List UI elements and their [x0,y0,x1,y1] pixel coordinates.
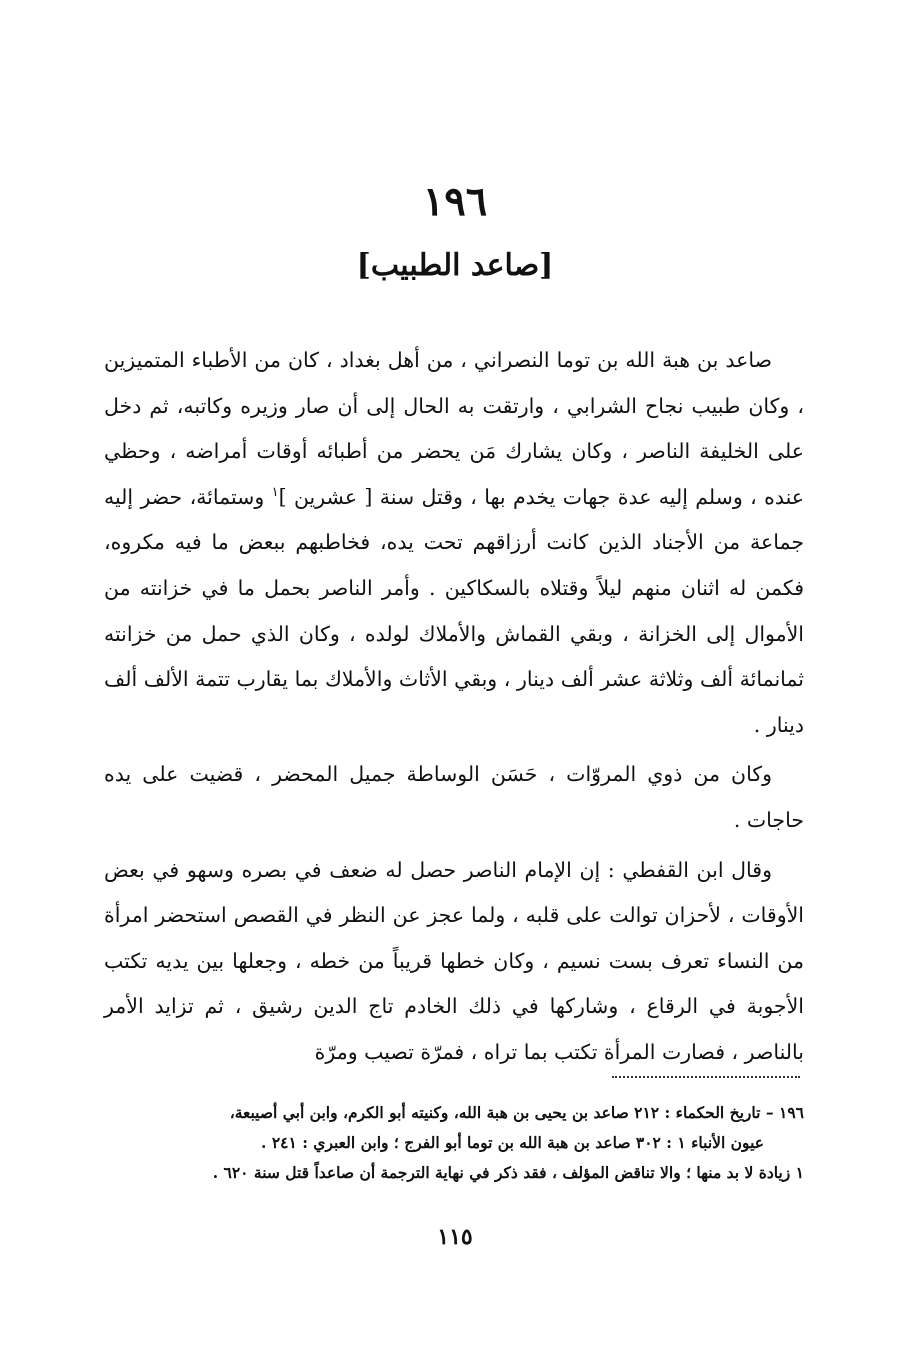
footnotes [104,1098,804,1188]
paragraph-1-text-b: وستمائة، حضر إليه جماعة من الأجناد الذين كانت أرزاقهم تحت يده، فخاطبهم ببعض ما فيه مكروه، فكمن له اثنان منهم ليلاً وقتلاه بالسكاكين . وأمر الناصر بحمل ما في خزانته من الأموال إلى الخزانة ، وبقي القماش والأملاك لولده ، وكان الذي حمل من خزانته ثمانمائة ألف وثلاثة عشر ألف دينار ، وبقي الأثاث والأملاك بما يقارب تتمة الألف ألف دينار . [104,484,804,737]
footnote-entry-196-line-1: ١٩٦ – تاريخ الحكماء : ٢١٢ صاعد بن يحيى بن هبة الله، وكنيته أبو الكرم، وابن أبي أصيبعة، [229,1103,804,1122]
entry-number: ١٩٦ [422,178,488,225]
entry-title: [صاعد الطبيب] [356,248,554,283]
body-text [104,338,804,1076]
paragraph-3: وقال ابن القفطي : إن الإمام الناصر حصل له ضعف في بصره وسهو في بعض الأوقات ، لأحزان توالت على قلبه ، ولما عجز عن النظر في القصص استحضر امرأة من النساء تعرف بست نسيم ، وكان خطها قريباً من خطه ، وجعلها بين يديه تكتب الأجوبة في الرقاع ، وشاركها في ذلك الخادم تاج الدين رشيق ، ثم تزايد الأمر بالناصر ، فصارت المرأة تكتب بما تراه ، فمرّة تصيب ومرّة [104,857,804,1064]
page-number: ١١٥ [437,1224,473,1250]
footnote-1: ١ زيادة لا بد منها ؛ والا تناقض المؤلف ، فقد ذكر في نهاية الترجمة أن صاعداً قتل سنة ٦٢٠ . [212,1163,804,1182]
footnote-divider [612,1076,800,1078]
paragraph-2: وكان من ذوي المروّات ، حَسَن الوساطة جميل المحضر ، قضيت على يده حاجات . [104,762,804,832]
paragraph-1-text-a: صاعد بن هبة الله بن توما النصراني ، من أهل بغداد ، كان من الأطباء المتميزين ، وكان طبيب نجاح الشرابي ، وارتقت به الحال إلى أن صار وزيره وكاتبه، ثم دخل على الخليفة الناصر ، وكان يشارك مَن يحضر من أطبائه أوقات أمراضه ، وحظي عنده ، وسلم إليه عدة جهات يخدم بها ، وقتل سنة [ عشرين ] [104,348,804,509]
footnote-marker: ١ [271,484,279,500]
footnote-entry-196-line-2: عيون الأنباء ١ : ٣٠٢ صاعد بن هبة الله بن توما أبو الفرج ؛ وابن العبري : ٢٤١ . [261,1133,764,1152]
paragraph-1 [104,338,804,748]
